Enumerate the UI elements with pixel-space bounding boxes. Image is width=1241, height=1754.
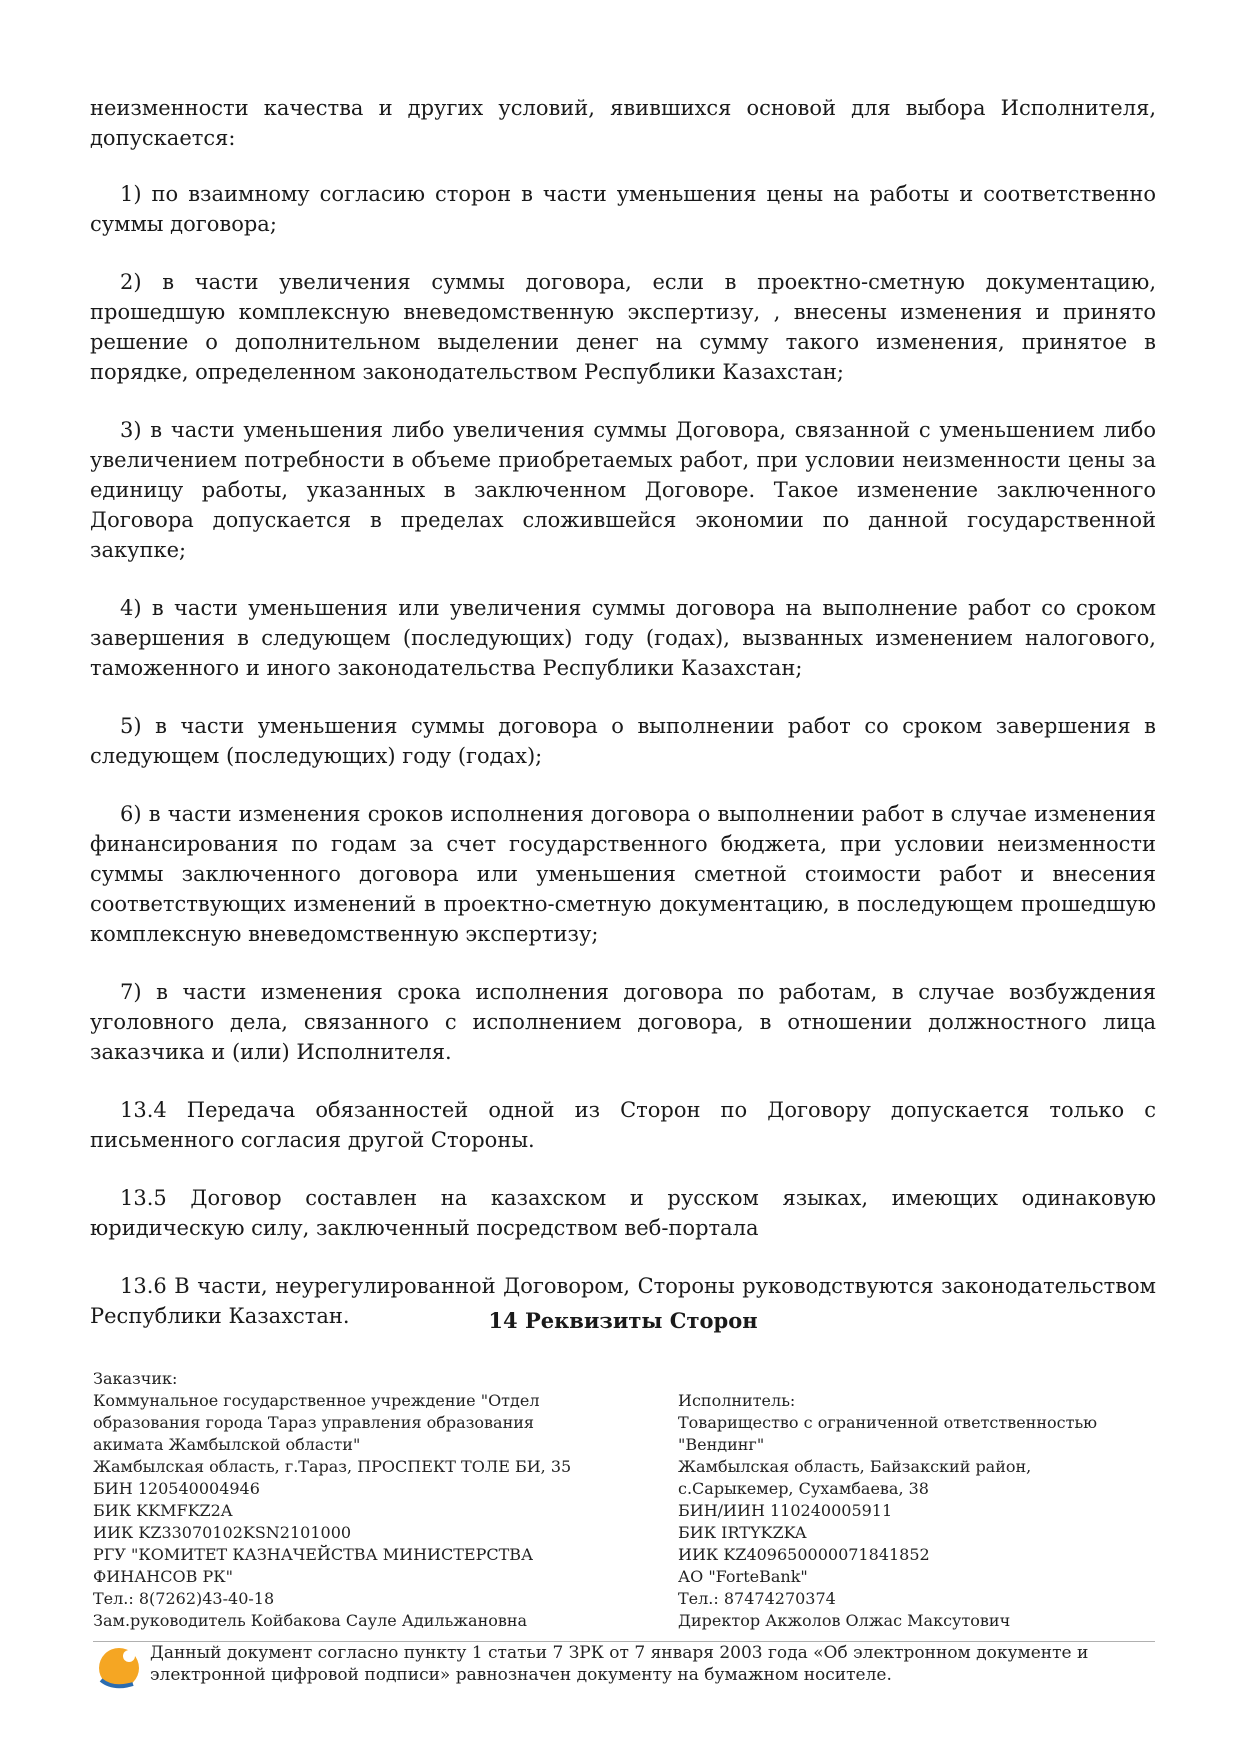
executor-line: Тел.: 87474270374 — [678, 1589, 836, 1608]
executor-line: Товарищество с ограниченной ответственностью "Вендинг" — [678, 1413, 1103, 1454]
section-title: 14 Реквизиты Сторон — [488, 1308, 758, 1333]
esign-logo-icon — [93, 1640, 145, 1692]
customer-line: БИН 120540004946 — [93, 1479, 260, 1498]
paragraph-9: 13.5 Договор составлен на казахском и русском языках, имеющих одинаковую юридическую силу, заключенный посредством веб-портала — [90, 1186, 1156, 1240]
executor-line: АО "ForteBank" — [678, 1567, 808, 1586]
paragraph-0: неизменности качества и других условий, явившихся основой для выбора Исполнителя, допускается: — [90, 96, 1156, 150]
customer-line: РГУ "КОМИТЕТ КАЗНАЧЕЙСТВА МИНИСТЕРСТВА ФИНАНСОВ РК" — [93, 1545, 539, 1586]
paragraph-5: 5) в части уменьшения суммы договора о выполнении работ со сроком завершения в следующем (последующих) году (годах); — [90, 714, 1156, 768]
executor-line: Жамбылская область, Байзакский район, с.Сарыкемер, Сухамбаева, 38 — [678, 1457, 1037, 1498]
executor-requisites — [678, 1390, 1148, 1632]
paragraph-7: 7) в части изменения срока исполнения договора по работам, в случае возбуждения уголовного дела, связанного с исполнением договора, в отношении должностного лица заказчика и (или) Исполнителя. — [90, 980, 1156, 1064]
customer-requisites — [93, 1368, 573, 1632]
executor-line: Директор Акжолов Олжас Максутович — [678, 1611, 1011, 1630]
customer-heading: Заказчик: — [93, 1369, 178, 1388]
paragraph-8: 13.4 Передача обязанностей одной из Сторон по Договору допускается только с письменного согласия другой Стороны. — [90, 1098, 1156, 1152]
customer-line: Коммунальное государственное учреждение "Отдел образования города Тараз управления образования акимата Жамбылской области" — [93, 1391, 545, 1454]
executor-line: ИИК KZ409650000071841852 — [678, 1545, 930, 1564]
paragraph-3: 3) в части уменьшения либо увеличения суммы Договора, связанной с уменьшением либо увеличением потребности в объеме приобретаемых работ, при условии неизменности цены за единицу работы, указанных в заключенном Договоре. Такое изменение заключенного Договора допускается в пределах сложившейся экономии по данной государственной закупке; — [90, 418, 1156, 562]
paragraph-2: 2) в части увеличения суммы договора, если в проектно-сметную документацию, прошедшую комплексную вневедомственную экспертизу, , внесены изменения и принято решение о дополнительном выделении денег на сумму такого изменения, принятое в порядке, определенном законодательством Республики Казахстан; — [90, 270, 1156, 384]
customer-line: Зам.руководитель Койбакова Сауле Адильжановна — [93, 1611, 528, 1630]
footer-legal-note: Данный документ согласно пункту 1 статьи 7 ЗРК от 7 января 2003 года «Об электронном документе и электронной цифровой подписи» равнозначен документу на бумажном носителе. — [150, 1643, 1089, 1685]
executor-line: БИК IRTYKZKA — [678, 1523, 807, 1542]
paragraph-4: 4) в части уменьшения или увеличения суммы договора на выполнение работ со сроком завершения в следующем (последующих) году (годах), вызванных изменением налогового, таможенного и иного законодательства Республики Казахстан; — [90, 596, 1156, 680]
paragraph-1: 1) по взаимному согласию сторон в части уменьшения цены на работы и соответственно суммы договора; — [90, 182, 1156, 236]
paragraph-6: 6) в части изменения сроков исполнения договора о выполнении работ в случае изменения финансирования по годам за счет государственного бюджета, при условии неизменности суммы заключенного договора или уменьшения сметной стоимости работ и внесения соответствующих изменений в проектно-сметную документацию, в последующем прошедшую комплексную вневедомственную экспертизу; — [90, 802, 1156, 946]
customer-line: БИК KKMFKZ2A — [93, 1501, 233, 1520]
customer-line: Тел.: 8(7262)43-40-18 — [93, 1589, 275, 1608]
executor-line: БИН/ИИН 110240005911 — [678, 1501, 893, 1520]
executor-heading: Исполнитель: — [678, 1391, 796, 1410]
contract-body — [90, 93, 1156, 1359]
customer-line: ИИК KZ33070102KSN2101000 — [93, 1523, 352, 1542]
paragraph-10: 13.6 В части, неурегулированной Договором, Стороны руководствуются законодательством Республики Казахстан. — [90, 1274, 1156, 1328]
customer-line: Жамбылская область, г.Тараз, ПРОСПЕКТ ТОЛЕ БИ, 35 — [93, 1457, 572, 1476]
